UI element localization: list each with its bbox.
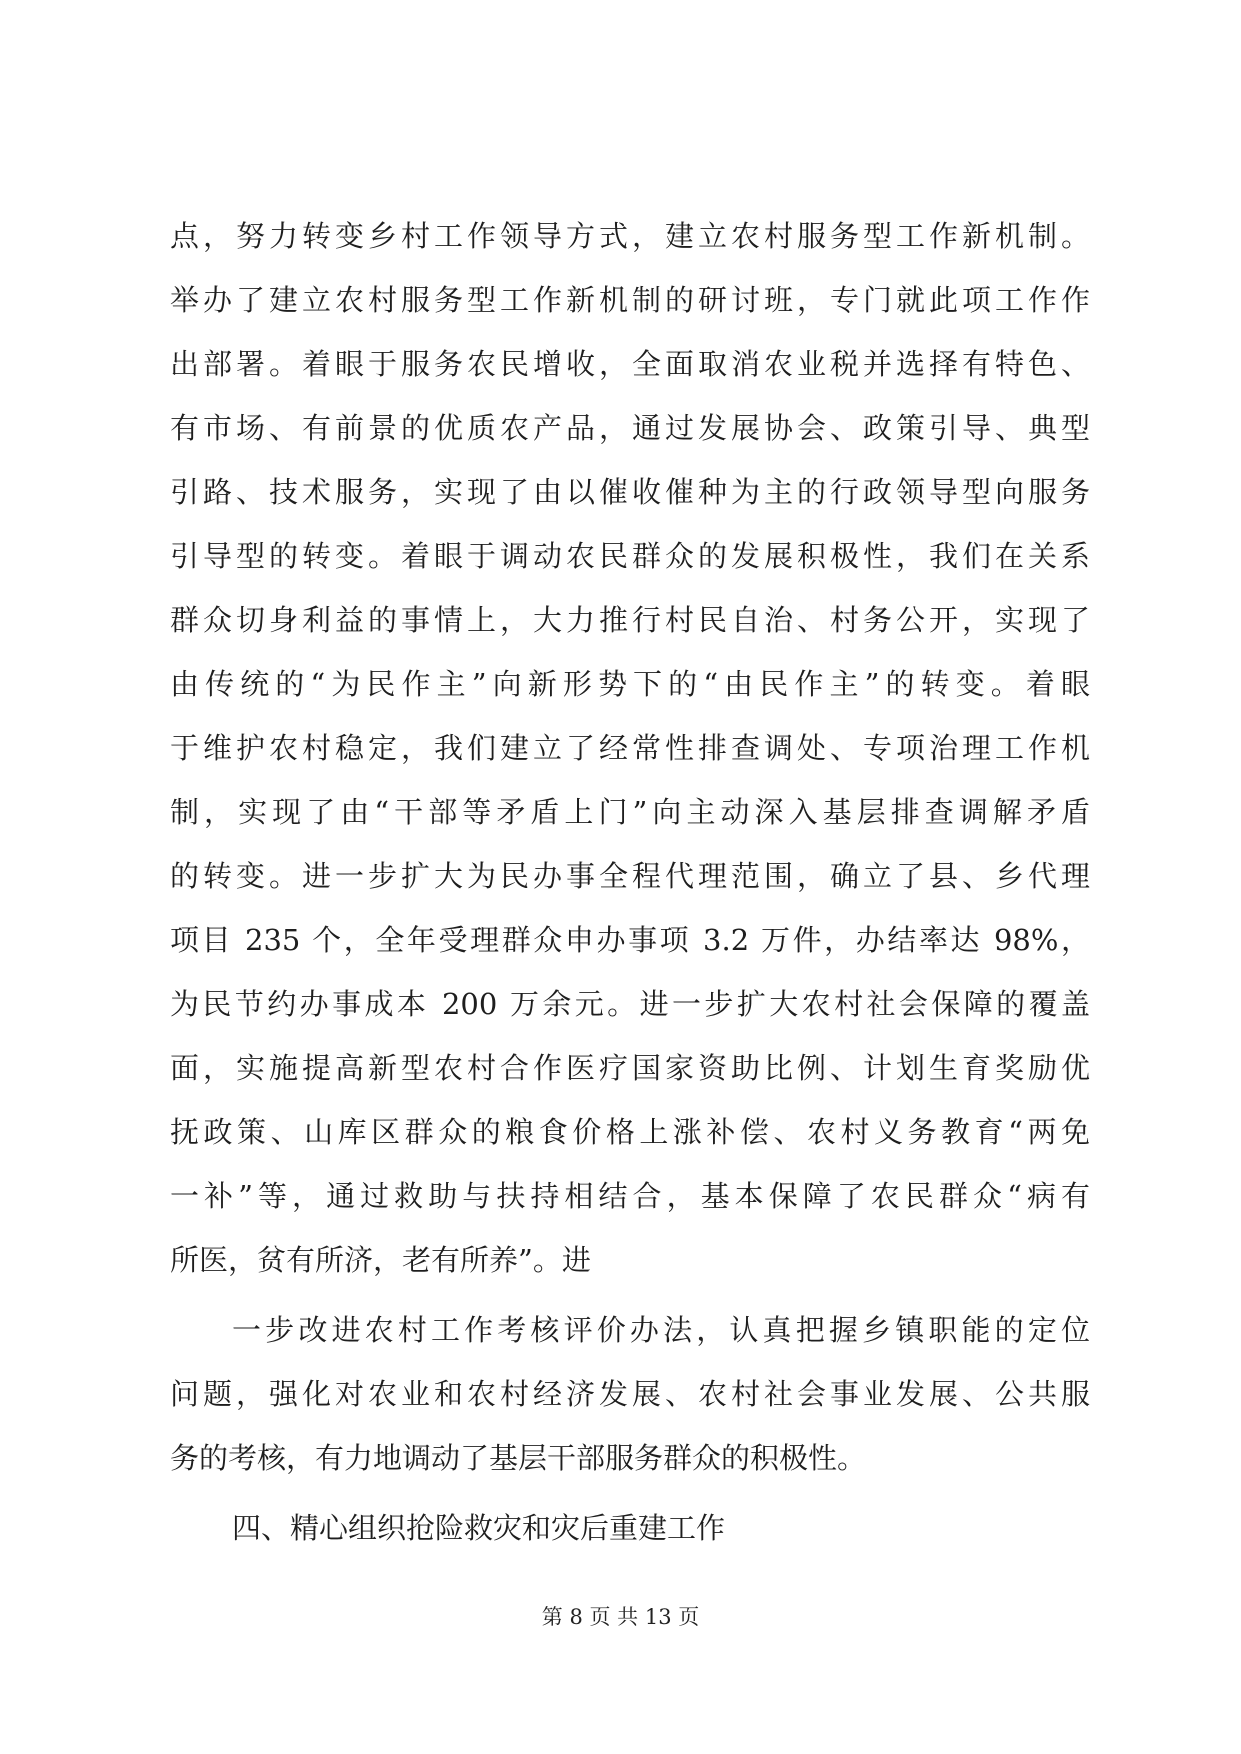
body-text-line: 引导型的转变。着眼于调动农民群众的发展积极性，我们在关系 [170,539,1090,573]
paragraph-first-line: 一步改进农村工作考核评价办法，认真把握乡镇职能的定位 [232,1313,1090,1347]
body-text-line: 项目 235 个，全年受理群众申办事项 3.2 万件，办结率达 98%， [170,923,1090,957]
body-text-line: 问题，强化对农业和农村经济发展、农村社会事业发展、公共服 [170,1377,1090,1411]
body-text-line: 出部署。着眼于服务农民增收，全面取消农业税并选择有特色、 [170,347,1090,381]
body-text-line: 于维护农村稳定，我们建立了经常性排查调处、专项治理工作机 [170,731,1090,765]
body-text-line: 面，实施提高新型农村合作医疗国家资助比例、计划生育奖励优 [170,1051,1090,1085]
body-text-line: 有市场、有前景的优质农产品，通过发展协会、政策引导、典型 [170,411,1090,445]
body-text-line: 点，努力转变乡村工作领导方式，建立农村服务型工作新机制。 [170,219,1090,253]
page-number-footer: 第 8 页 共 13 页 [541,1605,700,1629]
body-text-line: 抚政策、山库区群众的粮食价格上涨补偿、农村义务教育“两免 [170,1115,1090,1149]
body-text-line: 所医，贫有所济，老有所养”。进 [170,1243,591,1277]
body-text-line: 务的考核，有力地调动了基层干部服务群众的积极性。 [170,1441,867,1475]
body-text-line: 群众切身利益的事情上，大力推行村民自治、村务公开，实现了 [170,603,1090,637]
body-text-line: 由传统的“为民作主”向新形势下的“由民作主”的转变。着眼 [170,667,1090,701]
body-text-line: 一补”等，通过救助与扶持相结合，基本保障了农民群众“病有 [170,1179,1090,1213]
body-text-line: 举办了建立农村服务型工作新机制的研讨班，专门就此项工作作 [170,283,1090,317]
body-text-line: 的转变。进一步扩大为民办事全程代理范围，确立了县、乡代理 [170,859,1090,893]
body-text-line: 为民节约办事成本 200 万余元。进一步扩大农村社会保障的覆盖 [170,987,1090,1021]
body-text-line: 制，实现了由“干部等矛盾上门”向主动深入基层排查调解矛盾 [170,795,1090,829]
body-text-line: 引路、技术服务，实现了由以催收催种为主的行政领导型向服务 [170,475,1090,509]
section-heading: 四、精心组织抢险救灾和灾后重建工作 [232,1511,726,1545]
